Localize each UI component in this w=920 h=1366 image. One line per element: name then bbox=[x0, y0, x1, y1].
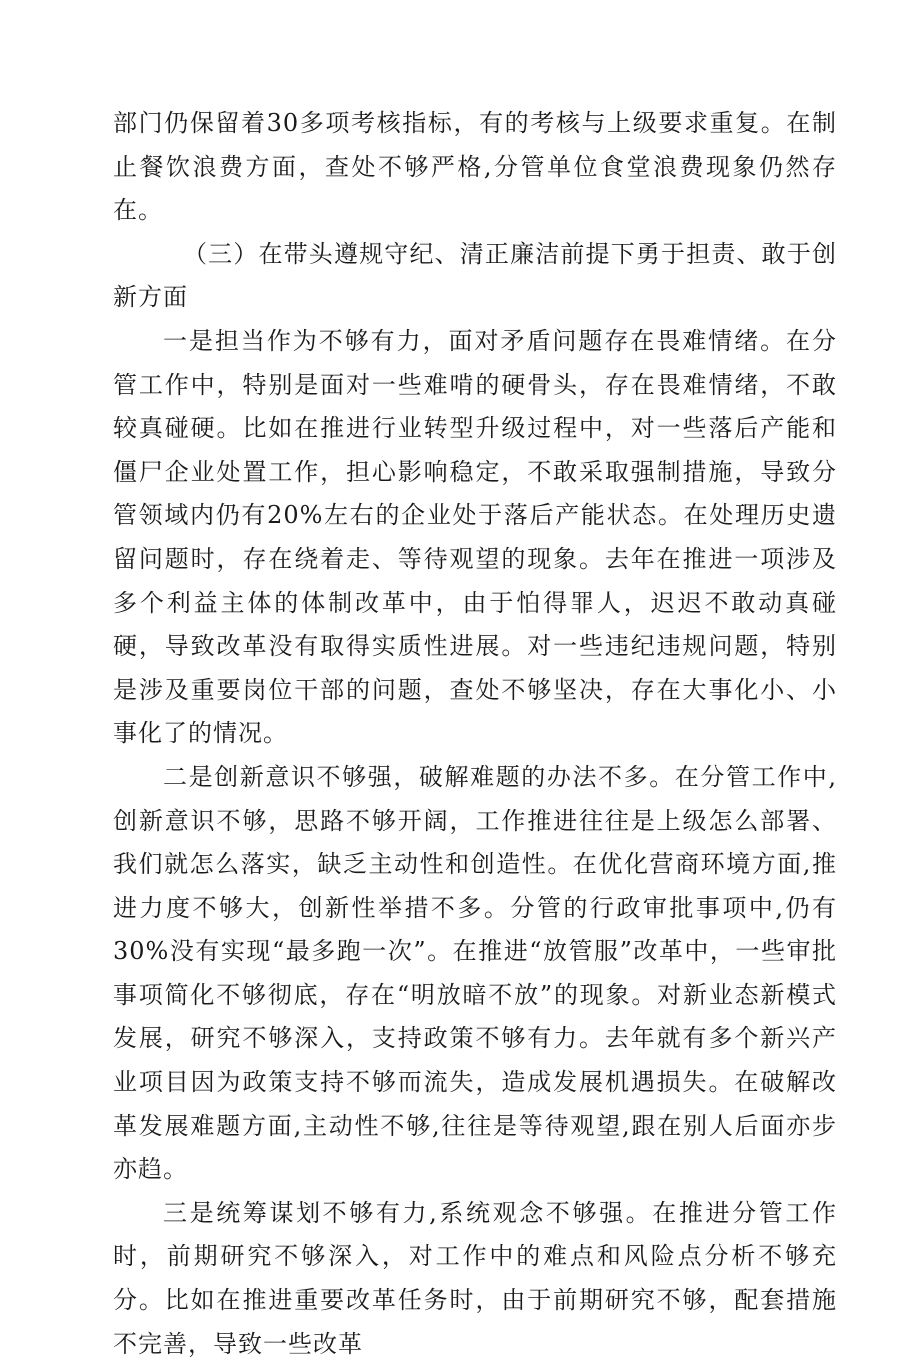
paragraph-point-3: 三是统筹谋划不够有力,系统观念不够强。在推进分管工作时，前期研究不够深入，对工作中的难点和风险点分析不够充分。比如在推进重要改革任务时，由于前期研究不够，配套措施不完善，导致一些改革 bbox=[113, 1198, 837, 1358]
document-body bbox=[113, 102, 837, 1366]
paragraph-continuation: 部门仍保留着30多项考核指标，有的考核与上级要求重复。在制止餐饮浪费方面，查处不够严格,分管单位食堂浪费现象仍然存在。 bbox=[113, 109, 837, 225]
paragraph-point-1: 一是担当作为不够有力，面对矛盾问题存在畏难情绪。在分管工作中，特别是面对一些难啃的硬骨头，存在畏难情绪，不敢较真碰硬。比如在推进行业转型升级过程中，对一些落后产能和僵尸企业处置工作，担心影响稳定，不敢采取强制措施，导致分管领域内仍有20%左右的企业处于落后产能状态。在处理历史遗留问题时，存在绕着走、等待观望的现象。去年在推进一项涉及多个利益主体的体制改革中，由于怕得罪人，迟迟不敢动真碰硬，导致改革没有取得实质性进展。对一些违纪违规问题，特别是涉及重要岗位干部的问题，查处不够坚决，存在大事化小、小事化了的情况。 bbox=[113, 326, 837, 748]
paragraph-point-2: 二是创新意识不够强，破解难题的办法不多。在分管工作中,创新意识不够，思路不够开阔，工作推进往往是上级怎么部署、我们就怎么落实，缺乏主动性和创造性。在优化营商环境方面,推进力度不够大，创新性举措不多。分管的行政审批事项中,仍有30%没有实现“最多跑一次”。在推进“放管服”改革中，一些审批事项简化不够彻底，存在“明放暗不放”的现象。对新业态新模式发展，研究不够深入，支持政策不够有力。去年就有多个新兴产业项目因为政策支持不够而流失，造成发展机遇损失。在破解改革发展难题方面,主动性不够,往往是等待观望,跟在别人后面亦步亦趋。 bbox=[113, 762, 837, 1184]
section-heading-3: （三）在带头遵规守纪、清正廉洁前提下勇于担责、敢于创新方面 bbox=[113, 239, 837, 312]
